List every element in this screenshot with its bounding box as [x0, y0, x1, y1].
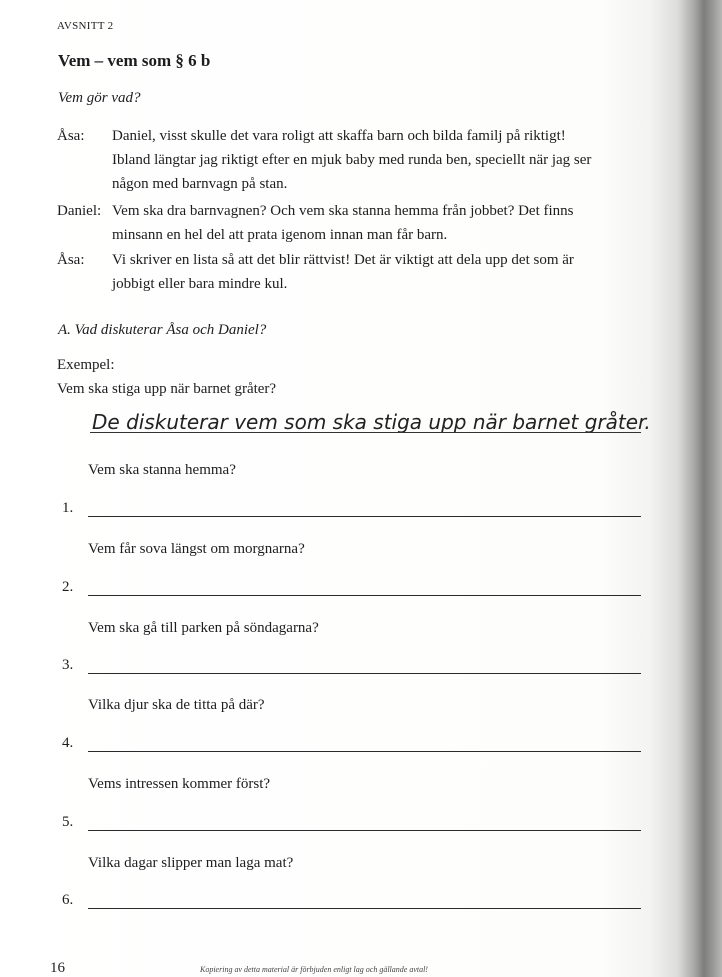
question-text: Vems intressen kommer först? — [88, 776, 271, 792]
page-number: 16 — [50, 960, 65, 976]
dialogue-line: någon med barnvagn på stan. — [112, 176, 288, 192]
subtitle: Vem gör vad? — [58, 90, 141, 106]
speaker-asa: Åsa: — [57, 252, 85, 268]
dialogue-line: Vem ska dra barnvagnen? Och vem ska stanna hemma från jobbet? Det finns — [112, 203, 574, 219]
example-question: Vem ska stiga upp när barnet gråter? — [57, 381, 277, 397]
dialogue-line: Daniel, visst skulle det vara roligt att skaffa barn och bilda familj på riktigt! — [112, 128, 566, 144]
copyright-footer: Kopiering av detta material är förbjuden enligt lag och gällande avtal! — [200, 965, 428, 974]
question-text: Vilka dagar slipper man laga mat? — [88, 855, 294, 871]
answer-line-6[interactable] — [88, 908, 641, 909]
question-number: 4. — [62, 735, 74, 751]
speaker-daniel: Daniel: — [57, 203, 102, 219]
section-label: AVSNITT 2 — [57, 20, 114, 32]
answer-line-2[interactable] — [88, 595, 641, 596]
example-answer-line — [90, 432, 641, 433]
answer-line-1[interactable] — [88, 516, 641, 517]
question-number: 1. — [62, 500, 74, 516]
example-answer-handwriting: De diskuterar vem som ska stiga upp när barnet gråter. — [92, 410, 651, 434]
question-text: Vem ska gå till parken på söndagarna? — [88, 620, 319, 636]
answer-line-3[interactable] — [88, 673, 641, 674]
answer-line-4[interactable] — [88, 751, 641, 752]
question-text: Vem ska stanna hemma? — [88, 462, 236, 478]
page-title: Vem – vem som § 6 b — [58, 51, 211, 70]
question-number: 3. — [62, 657, 74, 673]
example-label: Exempel: — [57, 357, 115, 373]
question-number: 2. — [62, 579, 74, 595]
dialogue-line: minsann en hel del att prata igenom innan man får barn. — [112, 227, 448, 243]
question-text: Vilka djur ska de titta på där? — [88, 697, 265, 713]
question-number: 6. — [62, 892, 74, 908]
answer-line-5[interactable] — [88, 830, 641, 831]
question-number: 5. — [62, 814, 74, 830]
dialogue-line: Ibland längtar jag riktigt efter en mjuk baby med runda ben, speciellt när jag ser — [112, 152, 592, 168]
dialogue-line: jobbigt eller bara mindre kul. — [112, 276, 288, 292]
dialogue-line: Vi skriver en lista så att det blir rättvist! Det är viktigt att dela upp det som är — [112, 252, 574, 268]
speaker-asa: Åsa: — [57, 128, 85, 144]
question-text: Vem får sova längst om morgnarna? — [88, 541, 305, 557]
task-heading: A. Vad diskuterar Åsa och Daniel? — [58, 322, 267, 338]
